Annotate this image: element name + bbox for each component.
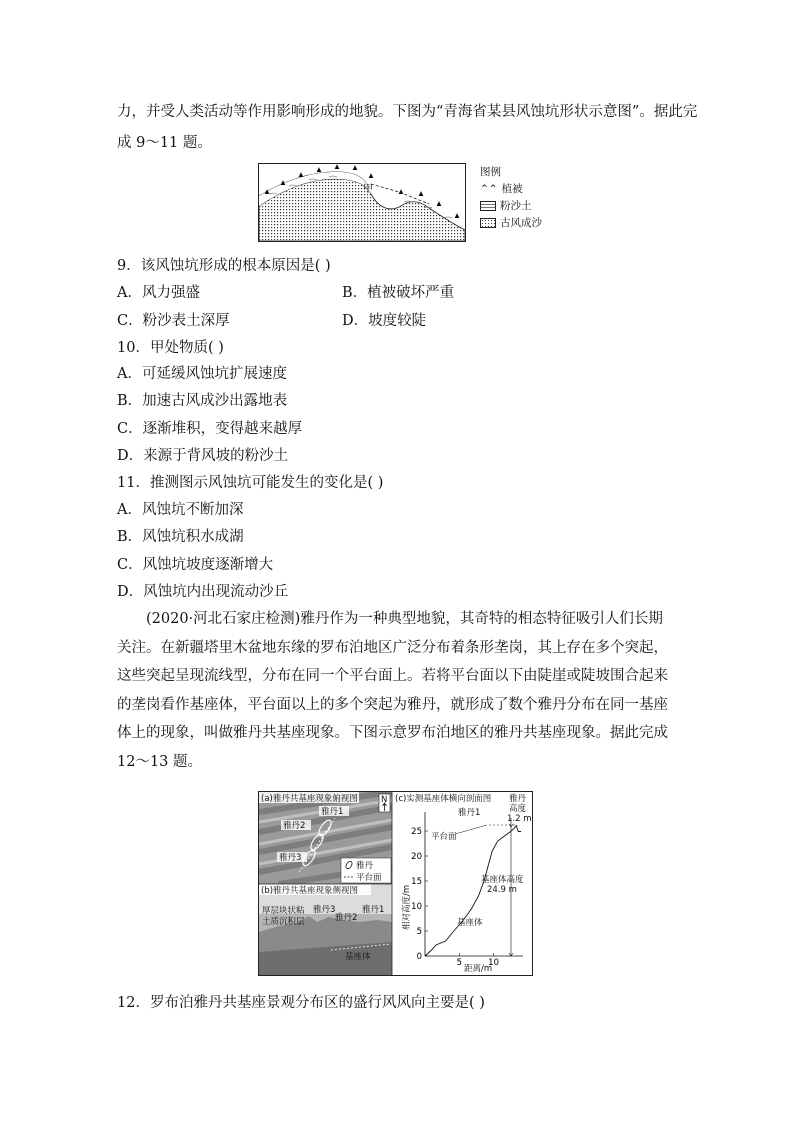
x-axis-label: 距离/m [464,964,493,974]
legend-title: 图例 [480,166,501,178]
question-11-option-a: A．风蚀坑不断加深 [117,502,244,518]
y-tick-label-5: 5 [416,927,422,937]
yardang-figure-svg [259,792,532,975]
y-axis-label: 相对高度/m [402,884,412,930]
question-10-option-d: D．来源于背风坡的粉沙土 [117,448,289,464]
question-11-option-d: D．风蚀坑内出现流动沙丘 [117,584,289,600]
intro-line-1: 力，并受人类活动等作用影响形成的地貌。下图为“青海省某县风蚀坑形状示意图”。据此完 [117,104,698,120]
label-yardang-3: 雅丹3 [279,853,302,863]
label-c-height-value: 1.2 m [507,814,532,824]
question-9-option-a: A．风力强盛 [117,285,200,301]
legend-item-vegetation: ⌃⌃ 植被 [480,183,523,195]
silt-swatch-icon [480,201,496,211]
label-c-height: 高度 [509,804,527,814]
question-9-stem: 9．该风蚀坑形成的根本原因是( ) [117,258,331,274]
panel-b-title: (b)雅丹共基座现象侧视图 [261,886,359,896]
wind-erosion-pit-diagram [259,164,465,241]
label-thick-layer-1: 厚层块状粘 [262,906,305,916]
question-11-option-b: B．风蚀坑积水成湖 [117,529,244,545]
figure-yardang-common-base [258,791,533,976]
legend-item-ancient-sand: 古风成沙 [480,215,542,232]
label-thick-layer-2: 土质沉积层 [262,917,305,927]
question-9-option-c: C．粉沙表土深厚 [117,313,230,329]
question-10-option-b: B．加速古风成沙出露地表 [117,393,288,409]
ancient-sand-swatch-icon [480,218,496,228]
legend-yardang: 雅丹 [356,861,374,871]
label-yardang-2: 雅丹2 [283,821,306,831]
y-tick-label-25: 25 [411,827,422,837]
legend-platform: 平台面 [356,873,382,883]
question-9-option-d: D．坡度较陡 [342,313,427,329]
panel-c-title: (c)实测基座体横向剖面图 [395,794,492,804]
label-b-yardang-2: 雅丹2 [335,913,358,923]
label-jia: 甲 [363,184,373,195]
label-yardang-1: 雅丹1 [321,807,344,817]
passage: (2020·河北石家庄检测)雅丹作为一种典型地貌，其奇特的相态特征吸引人们长期关注。在新疆塔里木盆地东缘的罗布泊地区广泛分布着条形垄岗，其上存在多个突起，这些突起呈现流线型，分布在同一个平台面上。若将平台面以下由陡崖或陡坡围合起来的垄岗看作基座体，平台面以上的多个突起为雅丹，就形成了数个雅丹分布在同一基座体上的现象，叫做雅丹共基座现象。下图示意罗布泊地区的雅丹共基座现象。据此完成 12～13 题。 [117,611,668,770]
y-tick-label-20: 20 [411,852,422,862]
question-10-option-a: A．可延缓风蚀坑扩展速度 [117,366,287,382]
intro-line-2: 成 9～11 题。 [117,135,212,151]
figure-wind-erosion-pit [258,163,466,242]
svg-text:N: N [381,795,388,805]
panel-a-title: (a)雅丹共基座现象俯视图 [261,794,358,804]
question-11-option-c: C．风蚀坑坡度逐渐增大 [117,557,274,573]
label-c-base-height: 基座体高度 [481,875,524,885]
question-10-option-c: C．逐渐堆积，变得越来越厚 [117,421,303,437]
x-tick-label-5: 5 [456,958,462,968]
x-tick-label-10: 10 [488,958,499,968]
label-c-base-height-value: 24.9 m [487,885,517,895]
question-12-stem: 12．罗布泊雅丹共基座景观分布区的盛行风风向主要是( ) [117,995,485,1011]
question-11-stem: 11．推测图示风蚀坑可能发生的变化是( ) [117,475,384,491]
question-9-option-b: B．植被破坏严重 [342,285,455,301]
label-c-platform: 平台面 [431,832,457,842]
label-c-base-body: 基座体 [457,918,483,928]
figure1-legend [480,164,542,232]
y-tick-label-10: 10 [411,902,422,912]
y-tick-label-15: 15 [411,877,422,887]
vegetation-icon: ⌃⌃ [480,183,498,195]
y-tick-label-0: 0 [416,952,422,962]
question-10-stem: 10．甲处物质( ) [117,340,224,356]
label-b-yardang-1: 雅丹1 [362,905,385,915]
legend-item-silt: 粉沙土 [480,198,542,215]
label-base-body: 基座体 [345,952,371,962]
label-b-yardang-3: 雅丹3 [313,905,336,915]
label-c-yardang-1: 雅丹1 [458,808,481,818]
label-c-yardang: 雅丹 [509,794,527,804]
